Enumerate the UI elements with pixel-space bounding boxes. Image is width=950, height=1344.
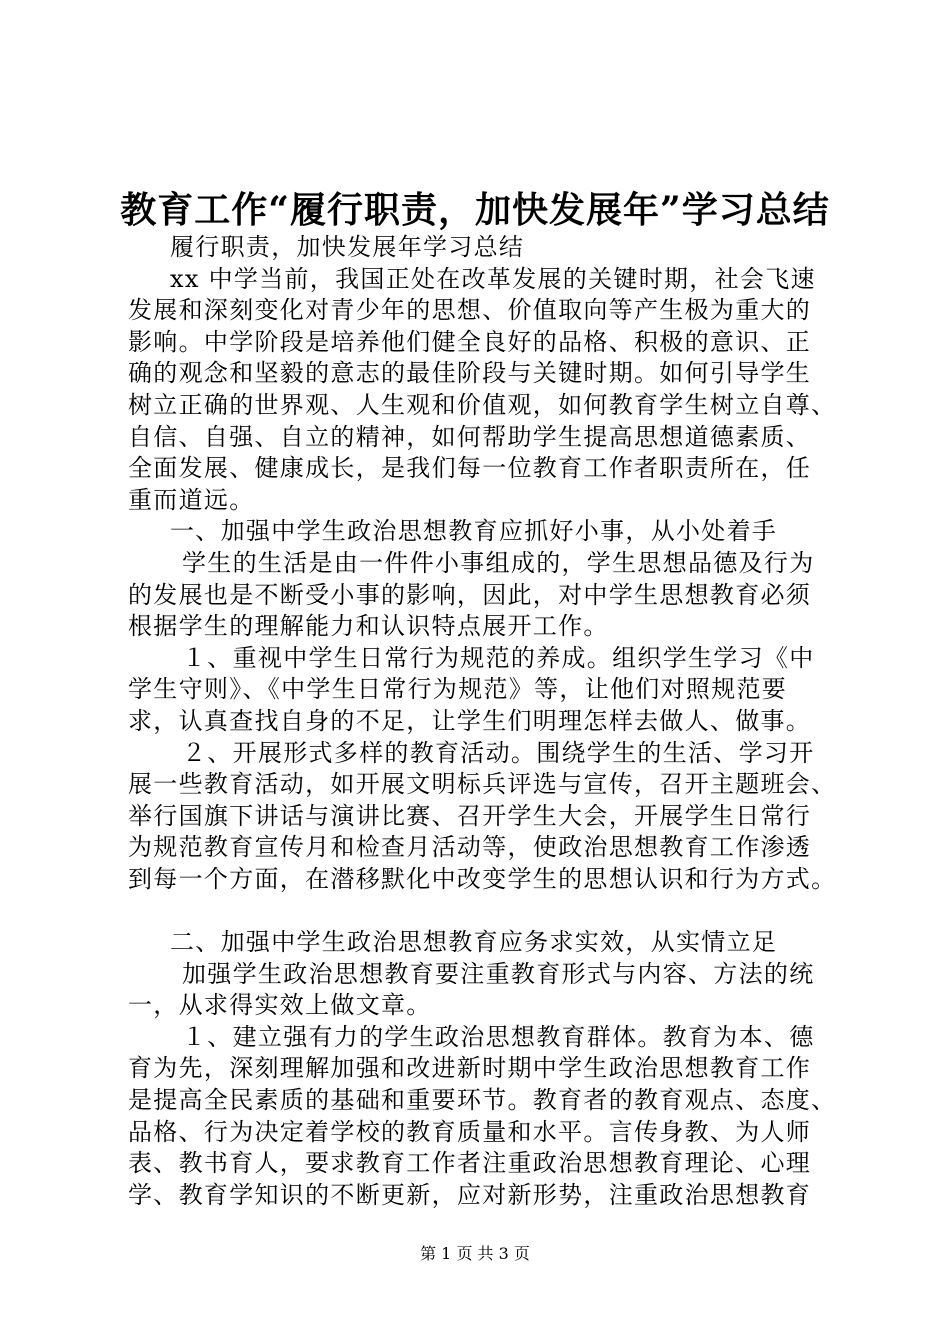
text-line: 是提高全民素质的基础和重要环节。教育者的教育观点、态度、 [128, 1086, 837, 1115]
text-line: 到每一个方面，在潜移默化中改变学生的思想认识和行为方式。 [128, 864, 837, 893]
text-line: 发展和深刻变化对青少年的思想、价值取向等产生极为重大的 [128, 296, 812, 325]
text-line: 求，认真查找自身的不足，让学生们明理怎样去做人、做事。 [128, 706, 812, 735]
text-line: 二、加强中学生政治思想教育应务求实效，从实情立足 [170, 928, 778, 957]
paragraph [128, 927, 833, 959]
paragraph [128, 516, 833, 548]
paragraph [128, 1022, 837, 1212]
document-body [128, 232, 837, 1211]
paragraph [128, 548, 833, 643]
text-line: 加强学生政治思想教育要注重教育形式与内容、方法的统 [182, 959, 815, 988]
text-line: 为规范教育宣传月和检查月活动等，使政治思想教育工作渗透 [128, 833, 812, 862]
text-line: ２、开展形式多样的教育活动。围绕学生的生活、学习开 [182, 738, 815, 767]
paragraph [128, 232, 833, 264]
text-line: 学、教育学知识的不断更新，应对新形势，注重政治思想教育 [128, 1180, 812, 1209]
paragraph [128, 959, 833, 1022]
text-line: 根据学生的理解能力和认识特点展开工作。 [128, 612, 609, 641]
text-line: 履行职责，加快发展年学习总结 [170, 233, 525, 261]
text-line: 一、加强中学生政治思想教育应抓好小事，从小处着手 [170, 517, 778, 546]
text-line [128, 895, 833, 927]
text-line: xx 中学当前，我国正处在改革发展的关键时期，社会飞速 [170, 264, 816, 293]
text-line: 展一些教育活动，如开展文明标兵评选与宣传，召开主题班会、 [128, 770, 837, 799]
paragraph [128, 264, 837, 517]
paragraph [128, 895, 833, 927]
text-line: 自信、自强、自立的精神，如何帮助学生提高思想道德素质、 [128, 422, 812, 451]
text-line: 育为先，深刻理解加强和改进新时期中学生政治思想教育工作 [128, 1054, 812, 1083]
text-line: 影响。中学阶段是培养他们健全良好的品格、积极的意识、正 [128, 327, 812, 356]
text-line: 一，从求得实效上做文章。 [128, 991, 432, 1020]
text-line: 重而道远。 [128, 485, 255, 514]
document-title: 教育工作“履行职责，加快发展年”学习总结 [120, 189, 830, 231]
page-number: 第 1 页 共 3 页 [420, 1244, 530, 1263]
text-line: １、建立强有力的学生政治思想教育群体。教育为本、德 [182, 1022, 815, 1051]
paragraph [128, 643, 833, 738]
text-line: 学生的生活是由一件件小事组成的，学生思想品德及行为 [182, 548, 815, 577]
paragraph [128, 738, 837, 896]
text-line: １、重视中学生日常行为规范的养成。组织学生学习《中 [182, 643, 815, 672]
text-line: 举行国旗下讲话与演讲比赛、召开学生大会，开展学生日常行 [128, 801, 812, 830]
text-line: 的发展也是不断受小事的影响，因此，对中学生思想教育必须 [128, 580, 812, 609]
text-line: 品格、行为决定着学校的教育质量和水平。言传身教、为人师 [128, 1117, 812, 1146]
text-line: 表、教书育人，要求教育工作者注重政治思想教育理论、心理 [128, 1149, 812, 1178]
text-line: 全面发展、健康成长，是我们每一位教育工作者职责所在，任 [128, 454, 812, 483]
text-line: 确的观念和坚毅的意志的最佳阶段与关键时期。如何引导学生 [128, 359, 812, 388]
text-line: 学生守则》、《中学生日常行为规范》等，让他们对照规范要 [128, 675, 788, 704]
text-line: 树立正确的世界观、人生观和价值观，如何教育学生树立自尊、 [128, 390, 837, 419]
